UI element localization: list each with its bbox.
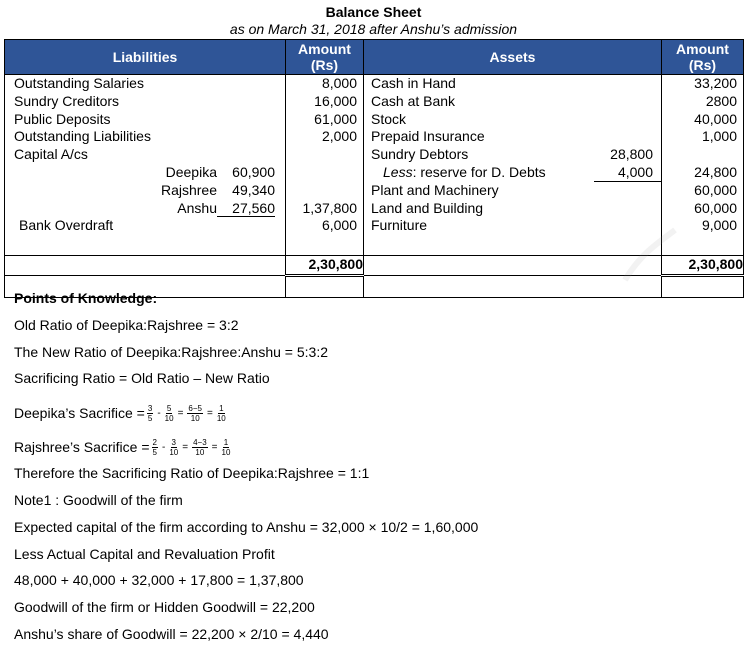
capital-name: Deepika <box>165 163 217 180</box>
asset-row <box>364 128 661 146</box>
liability-label: Capital A/cs <box>14 146 88 163</box>
liabilities-column <box>5 75 286 256</box>
rajshree-sacrifice: Rajshree’s Sacrifice = $\frac{2}{5}$ - $\frac{3}{10}$ = $\frac{4-3}{10}$ = $\frac{1}{10}$ <box>14 437 231 457</box>
expected-capital-line: Expected capital of the firm according to Anshu = 32,000 × 10/2 = 1,60,000 <box>14 518 479 535</box>
old-ratio: Old Ratio of Deepika:Rajshree = 3:2 <box>14 316 239 333</box>
asset-label: : reserve for D. Debts <box>412 163 546 180</box>
asset-amount: 33,200 <box>694 75 737 91</box>
asset-label: Cash in Hand <box>371 75 456 91</box>
goodwill-line: Goodwill of the firm or Hidden Goodwill = 22,200 <box>14 599 315 616</box>
assets-column <box>364 75 662 256</box>
capital-value: 60,900 <box>232 163 275 180</box>
rajshree-sacrifice-label: Rajshree’s Sacrifice = <box>14 439 150 456</box>
liability-label: Public Deposits <box>14 110 111 127</box>
asset-amount: 40,000 <box>694 110 737 127</box>
asset-amount: 2800 <box>705 92 737 109</box>
asset-label: Prepaid Insurance <box>371 128 485 145</box>
capital-name: Rajshree <box>160 181 217 198</box>
assets-total: 2,30,800 <box>662 256 744 276</box>
watermark-logo <box>620 225 680 285</box>
sheet-title: Balance Sheet <box>325 4 422 20</box>
header-amount-assets: Amount (Rs) <box>662 40 744 75</box>
asset-label: Cash at Bank <box>371 92 456 109</box>
capital-row <box>5 182 285 200</box>
points-header: Points of Knowledge: <box>14 290 158 306</box>
capital-row <box>5 200 285 218</box>
capital-value: 49,340 <box>232 181 275 198</box>
liability-amount: 2,000 <box>321 128 357 145</box>
liability-amount: 16,000 <box>314 92 357 109</box>
new-ratio: The New Ratio of Deepika:Rajshree:Anshu = 5:3:2 <box>14 343 329 360</box>
asset-label: Stock <box>371 110 407 127</box>
sheet-subtitle: as on March 31, 2018 after Anshu’s admission <box>229 21 518 37</box>
liability-amount: 8,000 <box>321 75 357 91</box>
liability-label: Outstanding Salaries <box>14 75 144 91</box>
asset-amount <box>662 146 743 164</box>
asset-row <box>364 182 661 200</box>
capital-value: 27,560 <box>217 200 275 218</box>
liabilities-amount-column <box>286 75 364 256</box>
note1-line: Note1 : Goodwill of the firm <box>14 491 183 508</box>
asset-amount: 1,000 <box>701 128 737 145</box>
asset-row <box>364 93 661 111</box>
capital-total: 1,37,800 <box>302 199 357 216</box>
bank-overdraft-amount: 6,000 <box>321 217 357 234</box>
sum-line: 48,000 + 40,000 + 32,000 + 17,800 = 1,37,800 <box>14 572 304 589</box>
liability-label: Outstanding Liabilities <box>14 128 151 145</box>
liability-amount: 61,000 <box>314 110 357 127</box>
asset-inner-amount: 28,800 <box>610 146 653 163</box>
deepika-sacrifice: Deepika’s Sacrifice = $\frac{3}{5}$ - $\frac{5}{10}$ = $\frac{6-5}{10}$ = $\frac{1}{10}$ <box>14 403 226 423</box>
capital-row <box>5 164 285 182</box>
asset-amount: 9,000 <box>701 217 737 234</box>
capital-name: Anshu <box>177 199 217 216</box>
deepika-sacrifice-label: Deepika’s Sacrifice = <box>14 405 145 422</box>
less-label: Less <box>383 163 413 180</box>
header-liabilities: Liabilities <box>5 40 286 75</box>
liability-amount <box>286 146 363 164</box>
liabilities-total: 2,30,800 <box>286 256 364 276</box>
asset-row <box>364 75 661 93</box>
asset-label: Land and Building <box>371 199 484 216</box>
asset-inner-amount: 4,000 <box>594 164 661 182</box>
asset-amount: 24,800 <box>694 163 737 180</box>
asset-amount: 60,000 <box>694 181 737 198</box>
asset-row <box>364 111 661 129</box>
asset-label: Furniture <box>371 217 428 234</box>
asset-row <box>364 217 661 235</box>
less-actual-line: Less Actual Capital and Revaluation Profit <box>14 545 275 562</box>
asset-amount: 60,000 <box>694 199 737 216</box>
anshu-share-line: Anshu’s share of Goodwill = 22,200 × 2/10 = 4,440 <box>14 625 329 642</box>
therefore-line: Therefore the Sacrificing Ratio of Deepika:Rajshree = 1:1 <box>14 465 370 482</box>
header-assets: Assets <box>364 40 662 75</box>
asset-row <box>364 164 661 182</box>
asset-label: Plant and Machinery <box>371 181 499 198</box>
asset-row <box>364 200 661 218</box>
liability-label: Sundry Creditors <box>14 92 120 109</box>
points-of-knowledge <box>14 289 478 652</box>
asset-label: Sundry Debtors <box>371 146 469 163</box>
header-amount-liabilities: Amount (Rs) <box>286 40 364 75</box>
asset-row <box>364 146 661 164</box>
bank-overdraft-label: Bank Overdraft <box>19 217 114 234</box>
sacrificing-ratio-formula: Sacrificing Ratio = Old Ratio – New Ratio <box>14 370 270 387</box>
